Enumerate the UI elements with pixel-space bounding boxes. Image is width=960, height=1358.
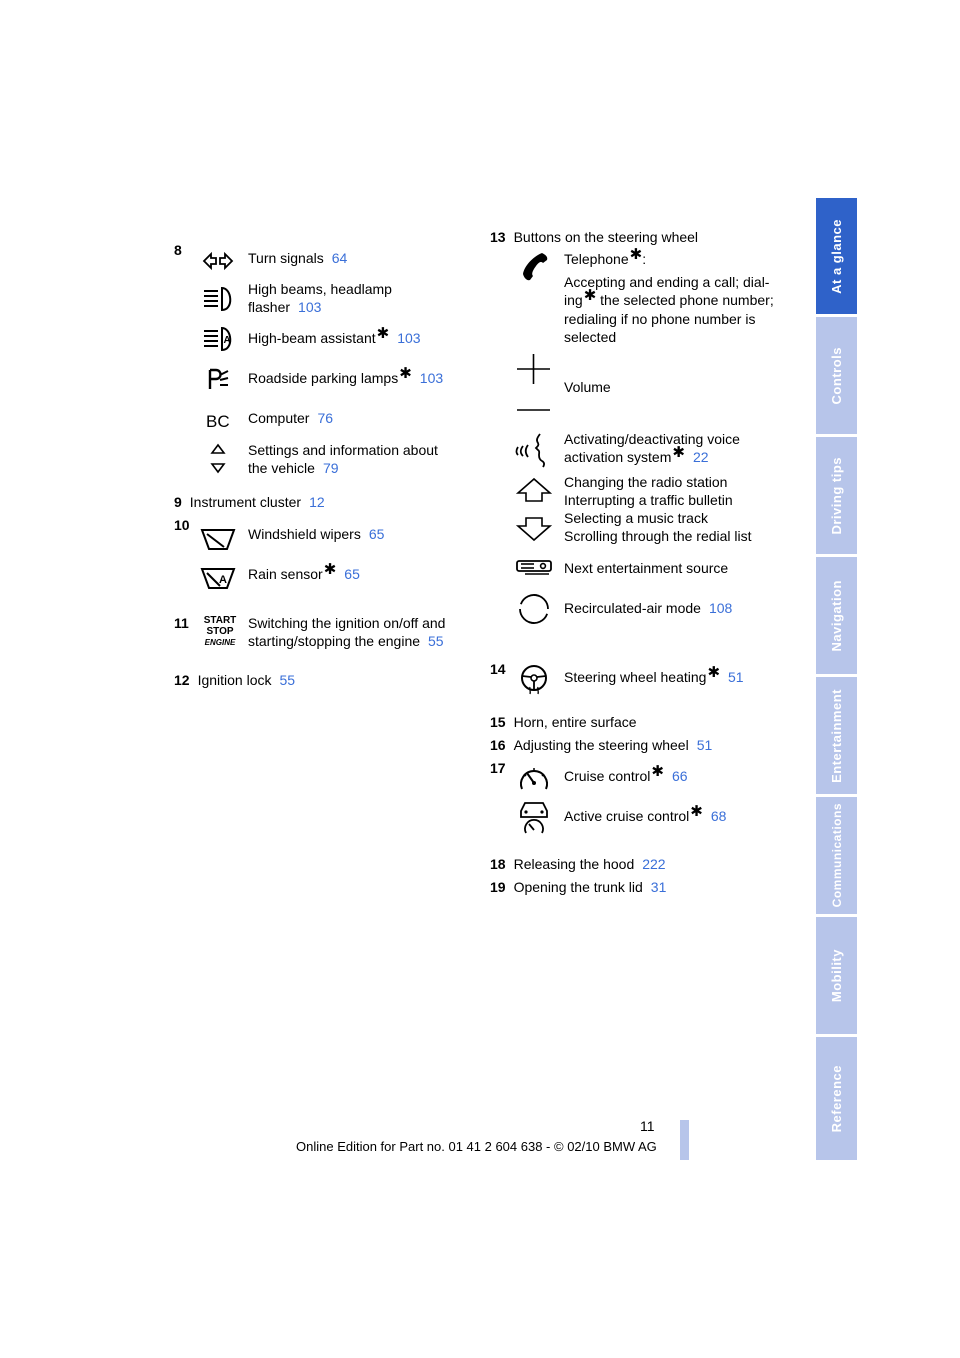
item-9: 9 Instrument cluster 12 bbox=[174, 494, 325, 510]
svg-text:BC: BC bbox=[206, 412, 230, 431]
item-18: 18 Releasing the hood 222 bbox=[490, 856, 666, 872]
page-link[interactable]: 108 bbox=[708, 600, 733, 616]
page-link[interactable]: 22 bbox=[692, 449, 709, 465]
high-beam-assistant-icon bbox=[196, 321, 240, 357]
arrow-up-outline-icon bbox=[512, 473, 556, 509]
computer-icon bbox=[196, 402, 240, 438]
tab-controls[interactable]: Controls bbox=[816, 317, 857, 434]
steering-wheel-heating-text: Steering wheel heating✱ 51 bbox=[564, 664, 744, 685]
ignition-text: Switching the ignition on/off and starting/stopping the engine 55 bbox=[248, 615, 446, 649]
tab-reference[interactable]: Reference bbox=[816, 1037, 857, 1160]
high-beams-text: High beams, headlamp flasher 103 bbox=[248, 281, 392, 315]
edition-footer: Online Edition for Part no. 01 41 2 604 638 - © 02/10 BMW AG bbox=[296, 1139, 657, 1154]
item-17-number: 17 bbox=[490, 760, 506, 776]
svg-text:A: A bbox=[219, 574, 227, 586]
rain-sensor-icon bbox=[196, 559, 240, 595]
cruise-control-text: Cruise control✱ 66 bbox=[564, 763, 688, 784]
parking-lamps-text: Roadside parking lamps✱ 103 bbox=[248, 365, 444, 386]
page-link[interactable]: 68 bbox=[710, 808, 727, 824]
recirculated-air-text: Recirculated-air mode 108 bbox=[564, 600, 733, 616]
voice-activation-text: Activating/deactivating voice activation system✱ 22 bbox=[564, 431, 740, 465]
page-link[interactable]: 222 bbox=[642, 856, 666, 872]
high-beams-icon bbox=[196, 281, 240, 317]
page-link[interactable]: 79 bbox=[322, 460, 339, 476]
telephone-description: Accepting and ending a call; dial- ing✱ the selected phone number; redialing if no phone number is selected bbox=[564, 274, 774, 345]
item-19: 19 Opening the trunk lid 31 bbox=[490, 879, 667, 895]
tab-at-a-glance[interactable]: At a glance bbox=[816, 198, 857, 314]
computer-text: Computer 76 bbox=[248, 410, 334, 426]
item-13-heading: 13 Buttons on the steering wheel bbox=[490, 229, 699, 245]
turn-signals-text: Turn signals 64 bbox=[248, 250, 348, 266]
item-10-number: 10 bbox=[174, 517, 190, 533]
page-link[interactable]: 103 bbox=[419, 370, 444, 386]
volume-text: Volume bbox=[564, 379, 611, 395]
item-15: 15 Horn, entire surface bbox=[490, 714, 637, 730]
page-number: 11 bbox=[640, 1118, 655, 1134]
settings-arrows-icon bbox=[196, 440, 240, 476]
cruise-control-icon bbox=[512, 761, 556, 797]
start-stop-icon: START STOP ENGINE bbox=[203, 615, 237, 647]
volume-plus-minus-icon bbox=[512, 352, 556, 416]
page-link[interactable]: 51 bbox=[696, 737, 713, 753]
item-8-number: 8 bbox=[174, 242, 182, 258]
windshield-wipers-icon bbox=[196, 520, 240, 556]
item-11-number: 11 bbox=[174, 615, 189, 631]
page-marker-bar bbox=[680, 1120, 689, 1160]
high-beam-assistant-text: High-beam assistant✱ 103 bbox=[248, 325, 421, 346]
item-14-number: 14 bbox=[490, 661, 506, 677]
page-link[interactable]: 65 bbox=[368, 526, 385, 542]
parking-lamps-icon bbox=[196, 361, 240, 397]
turn-signals-icon bbox=[196, 243, 240, 279]
active-cruise-control-icon bbox=[512, 799, 556, 835]
page-link[interactable]: 55 bbox=[428, 633, 444, 649]
entertainment-source-icon bbox=[512, 553, 556, 589]
tab-navigation[interactable]: Navigation bbox=[816, 557, 857, 674]
svg-text:A: A bbox=[223, 335, 231, 346]
radio-station-text: Changing the radio station Interrupting a traffic bulletin Selecting a music track Scrolling through the redial list bbox=[564, 474, 752, 544]
windshield-wipers-text: Windshield wipers 65 bbox=[248, 526, 385, 542]
page-link[interactable]: 66 bbox=[671, 768, 688, 784]
page-link[interactable]: 31 bbox=[650, 879, 667, 895]
settings-text: Settings and information about the vehicle 79 bbox=[248, 442, 438, 476]
tab-driving-tips[interactable]: Driving tips bbox=[816, 437, 857, 554]
page-link[interactable]: 12 bbox=[309, 494, 325, 510]
item-16: 16 Adjusting the steering wheel 51 bbox=[490, 737, 713, 753]
page-link[interactable]: 64 bbox=[331, 250, 348, 266]
tab-mobility[interactable]: Mobility bbox=[816, 917, 857, 1034]
page-link[interactable]: 76 bbox=[317, 410, 334, 426]
voice-activation-icon bbox=[512, 432, 556, 468]
page-link[interactable]: 103 bbox=[397, 330, 421, 346]
telephone-icon bbox=[512, 249, 556, 285]
page-link[interactable]: 65 bbox=[344, 566, 360, 582]
recirculated-air-icon bbox=[512, 591, 556, 627]
tab-communications[interactable]: Communications bbox=[816, 797, 857, 914]
tab-entertainment[interactable]: Entertainment bbox=[816, 677, 857, 794]
steering-wheel-heating-icon bbox=[512, 661, 556, 697]
page-link[interactable]: 103 bbox=[298, 299, 322, 315]
arrow-down-outline-icon bbox=[512, 510, 556, 546]
page-link[interactable]: 55 bbox=[279, 672, 296, 688]
active-cruise-control-text: Active cruise control✱ 68 bbox=[564, 803, 727, 824]
entertainment-source-text: Next entertainment source bbox=[564, 560, 729, 576]
page-link[interactable]: 51 bbox=[728, 669, 744, 685]
telephone-title: Telephone✱: bbox=[564, 246, 647, 267]
rain-sensor-text: Rain sensor✱ 65 bbox=[248, 561, 360, 582]
item-12: 12 Ignition lock 55 bbox=[174, 672, 296, 688]
